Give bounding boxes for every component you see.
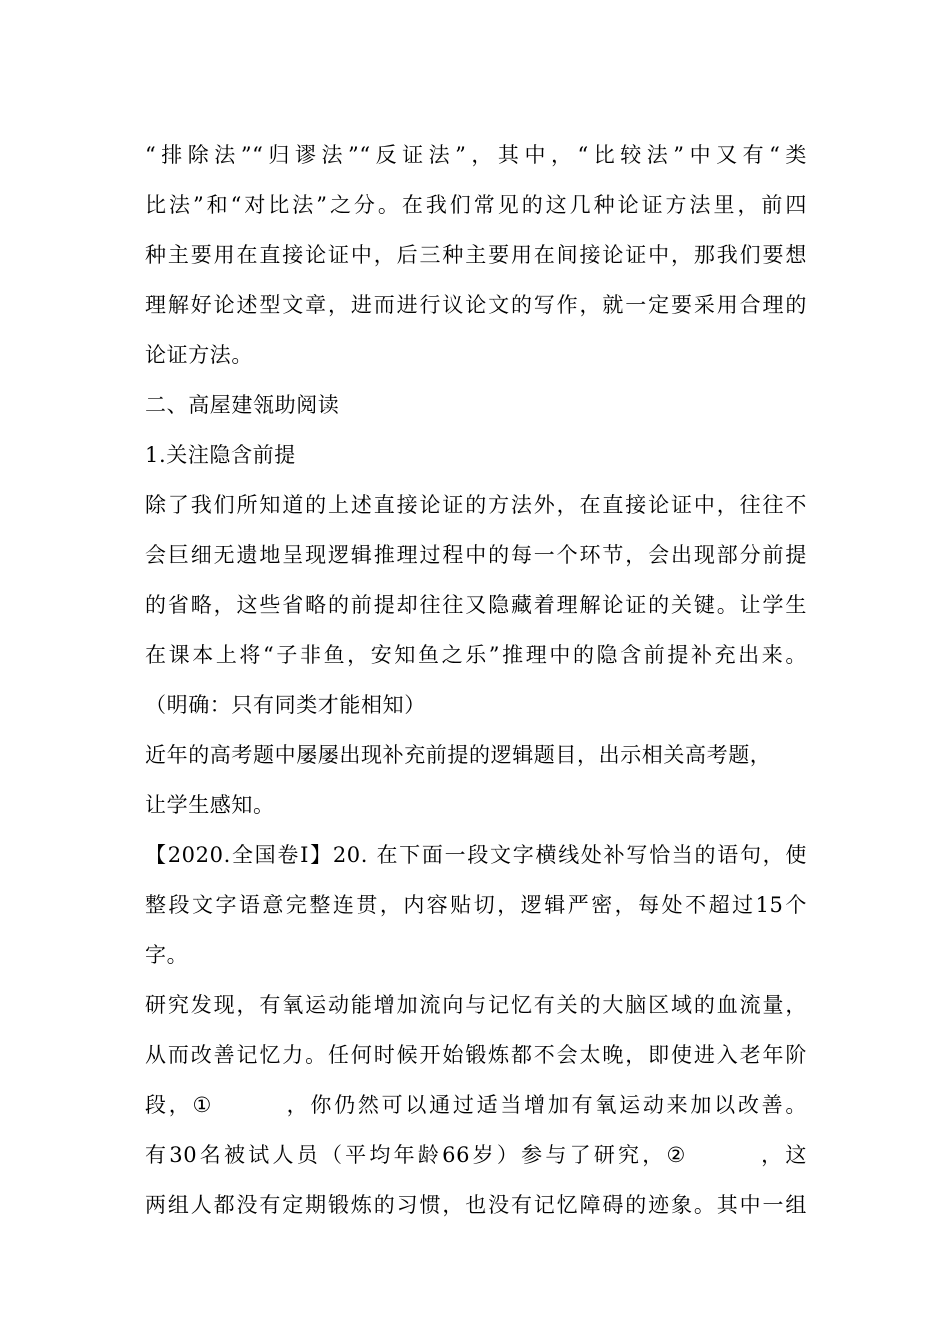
text-line: （明确：只有同类才能相知） xyxy=(145,693,426,717)
text-line: 研究发现，有氧运动能增加流向与记忆有关的大脑区域的血流量， xyxy=(145,993,807,1017)
blank-2-before: 有30名被试人员（平均年龄66岁）参与了研究， xyxy=(145,1143,667,1167)
text-line: 理解好论述型文章，进而进行议论文的写作，就一定要采用合理的 xyxy=(145,293,807,317)
text-line: 比法”和“对比法”之分。在我们常见的这几种论证方法里，前四 xyxy=(145,193,807,217)
text-line-blank-2 xyxy=(145,1130,807,1180)
text-line: 论证方法。 xyxy=(145,343,253,367)
text-line: 在课本上将“子非鱼，安知鱼之乐”推理中的隐含前提补充出来。 xyxy=(145,643,807,667)
text-line: 1.关注隐含前提 xyxy=(145,443,296,467)
text-line: 【2020.全国卷Ⅰ】20. 在下面一段文字横线处补写恰当的语句，使 xyxy=(145,843,807,867)
text-line-blank-1 xyxy=(145,1080,807,1130)
text-line: 近年的高考题中屡屡出现补充前提的逻辑题目，出示相关高考题， xyxy=(145,743,772,767)
text-line: 会巨细无遗地呈现逻辑推理过程中的每一个环节，会出现部分前提 xyxy=(145,543,807,567)
blank-1-before: 段， xyxy=(145,1093,193,1117)
text-line: 二、高屋建瓴助阅读 xyxy=(145,393,340,417)
text-line: 除了我们所知道的上述直接论证的方法外，在直接论证中，往往不 xyxy=(145,493,807,517)
blank-1-after: ，你仍然可以通过适当增加有氧运动来加以改善。 xyxy=(284,1093,807,1117)
text-line-last: 两组人都没有定期锻炼的习惯，也没有记忆障碍的迹象。其中一组 xyxy=(145,1193,807,1217)
text-line: “排除法”“归谬法”“反证法”，其中，“比较法”中又有“类 xyxy=(145,143,807,167)
text-line: 种主要用在直接论证中，后三种主要用在间接论证中，那我们要想 xyxy=(145,243,807,267)
text-line: 让学生感知。 xyxy=(145,793,275,817)
paragraph-lines xyxy=(145,130,807,1080)
document-body xyxy=(145,130,807,1230)
blank-1-marker: ① xyxy=(192,1093,212,1117)
text-line: 从而改善记忆力。任何时候开始锻炼都不会太晚，即使进入老年阶 xyxy=(145,1043,807,1067)
text-line: 字。 xyxy=(145,943,189,967)
text-line: 整段文字语意完整连贯，内容贴切，逻辑严密，每处不超过15个 xyxy=(145,893,807,917)
text-line: 的省略，这些省略的前提却往往又隐藏着理解论证的关键。让学生 xyxy=(145,593,807,617)
blank-2-marker: ② xyxy=(666,1143,686,1167)
blank-2-after: ，这 xyxy=(758,1143,807,1167)
